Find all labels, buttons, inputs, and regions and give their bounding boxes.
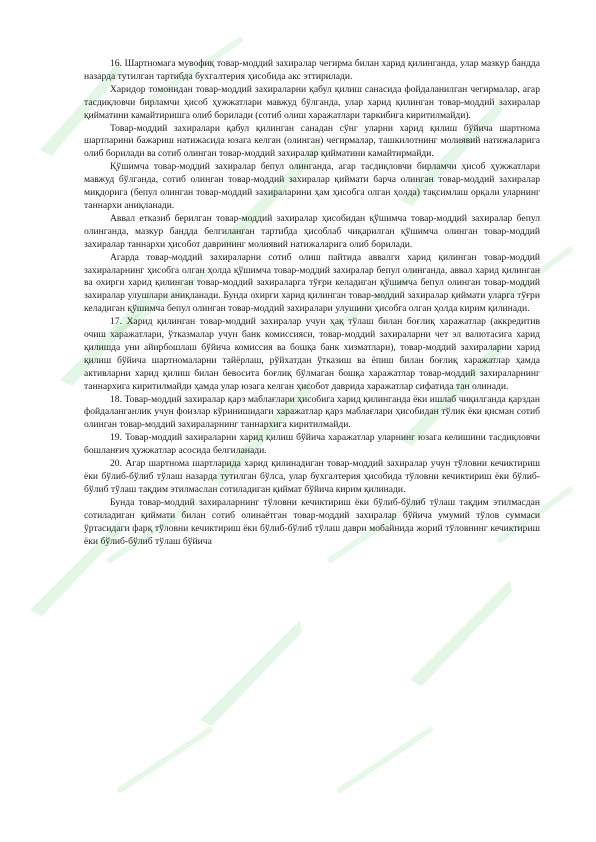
paragraph-previously-delivered: Аввал етказиб берилган товар-моддий захиралар ҳисобидан қўшимча товар-моддий захиралар бепул олинганда, мазкур бандда белгиланган тартибда ҳисоблаб чиқарилган қўшимча олинган товар-моддий захиралар таннархи ҳисобот даврининг молиявий натижаларига олиб борилади. [84,212,540,250]
paragraph-17: 17. Харид қилинган товар-моддий захиралар учун ҳақ тўлаш билан боғлиқ харажатлар (аккредитив очиш харажатлари, ўтказмалар учун банк комиссияси, товар-моддий захираларни чет эл валютасига харид қилишда уни айирбошлаш бўйича комиссия ва бошқа банк хизматлари), товар-моддий захираларни харид қилиш бўйича шартномаларни тайёрлаш, рўйхатдан ўтказиш ва ёпиш билан боғлиқ харажатлар ҳамда активларни харид қилиш билан бевосита боғлиқ бўлмаган бошқа харажатлар товар-моддий захираларнинг таннархига киритилмайди ҳамда улар юзага келган ҳисобот даврида харажатлар сифатида тан олинади. [84,316,540,392]
watermark-stroke [340,730,430,790]
paragraph-20: 20. Агар шартнома шартларида харид қилинадиган товар-моддий захиралар учун тўловни кечиктириш ёки бўлиб-бўлиб тўлаш назарда тутилган бўлса, улар бухгалтерия ҳисобида тўловни кечиктириш ёки бўлиб-бўлиб тўлаш тақдим этилмаслан сотиладиган қиймат бўйича кирим қилинади. [84,458,540,495]
paragraph-19: 19. Товар-моддий захираларни харид қилиш бўйича харажатлар уларнинг юзага келишини тасдиқловчи бошланғич ҳужжатлар асосида белгиланади. [84,432,540,457]
paragraph-allocation: Агарда товар-моддий захираларни сотиб олиш пайтида аввалги харид қилинган товар-моддий захираларнинг ҳисобга олган ҳолда қўшимча товар-моддий захиралар бепул олинганда, аввал харид қилинган ва охирги харид қилинган товар-моддий захираларга тўғри келадиган қўшимча бепул олинган товар-моддий захиралар улушлари аниқланади. Бунда охирги харид қилинган товар-моддий захиралар қиймати уларга тўғри келадиган қўшимча бепул олинган товар-моддий захиралари улушини ҳисобга олган ҳолда кирим қилинади. [84,251,540,315]
paragraph-post-acceptance-discounts: Товар-моддий захиралари қабул қилинган санадан сўнг уларни харид қилиш бўйича шартнома шартларини бажариш натижасида юзага келган (олинган) чегирмалар, ташкилотнинг молиявий натижаларига олиб борилади ва сотиб олинган товар-моддий захиралар қийматини камайтирмайди. [84,122,540,160]
paragraph-16: 16. Шартномага мувофиқ товар-моддий захиралар чегирма билан харид қилинганда, улар мазкур бандда назарда тутилган тартибда бухгалтерия ҳисобида акс эттирилади. [84,58,540,82]
paragraph-18: 18. Товар-моддий захиралар қарз маблағлари ҳисобига харид қилинганда ёки ишлаб чиқилганда қарздан фойдаланганлик учун фоизлар кўринишидаги харажатлар қарз маблағлари ҳисобидан тўлик ёки қисман сотиб олинган товар-моддий захираларнинг таннархига киритилмайди. [84,393,540,431]
document-body [84,58,540,548]
paragraph-deferred-payment: Бунда товар-моддий захираларнинг тўловни кечиктириш ёки бўлиб-бўлиб тўлаш тақдим этилмасдан сотиладиган қиймати билан сотиб олинаётган товар-моддий захиралар бўйича умумий тўлов суммаси ўртасидаги фарқ тўловни кечиктириш ёки бўлиб-бўлиб тўлаш даври мобайнида жорий тўловнинг кечиктириш ёки бўлиб-бўлиб тўлаш бўйича [84,496,540,547]
watermark-arrow [200,620,302,726]
watermark-stroke [120,730,210,790]
paragraph-free-additional-stock: Қўшимча товар-моддий захиралар бепул олинганда, агар тасдиқловчи бирламчи ҳисоб ҳужжатлари мавжуд бўлганда, сотиб олинган товар-моддий захиралар қиймати барча олинган товар-моддий захиралар миқдорига (бепул олинган товар-моддий захираларини ҳам ҳисобга олган ҳолда) тақсимлаш орқали уларнинг таннархи аниқланади. [84,161,540,211]
watermark-arrow [410,580,512,686]
paragraph-used-discounts: Харидор томонидан товар-моддий захираларни қабул қилиш санасида фойдаланилган чегирмалар, агар тасдиқловчи бирламчи ҳисоб ҳужжатлари мавжуд бўлганда, улар харид қилинган товар-моддий захиралар қийматини камайтиришга олиб борилади (сотиб олиш харажатлари таркибига киритилмайди). [84,83,540,121]
